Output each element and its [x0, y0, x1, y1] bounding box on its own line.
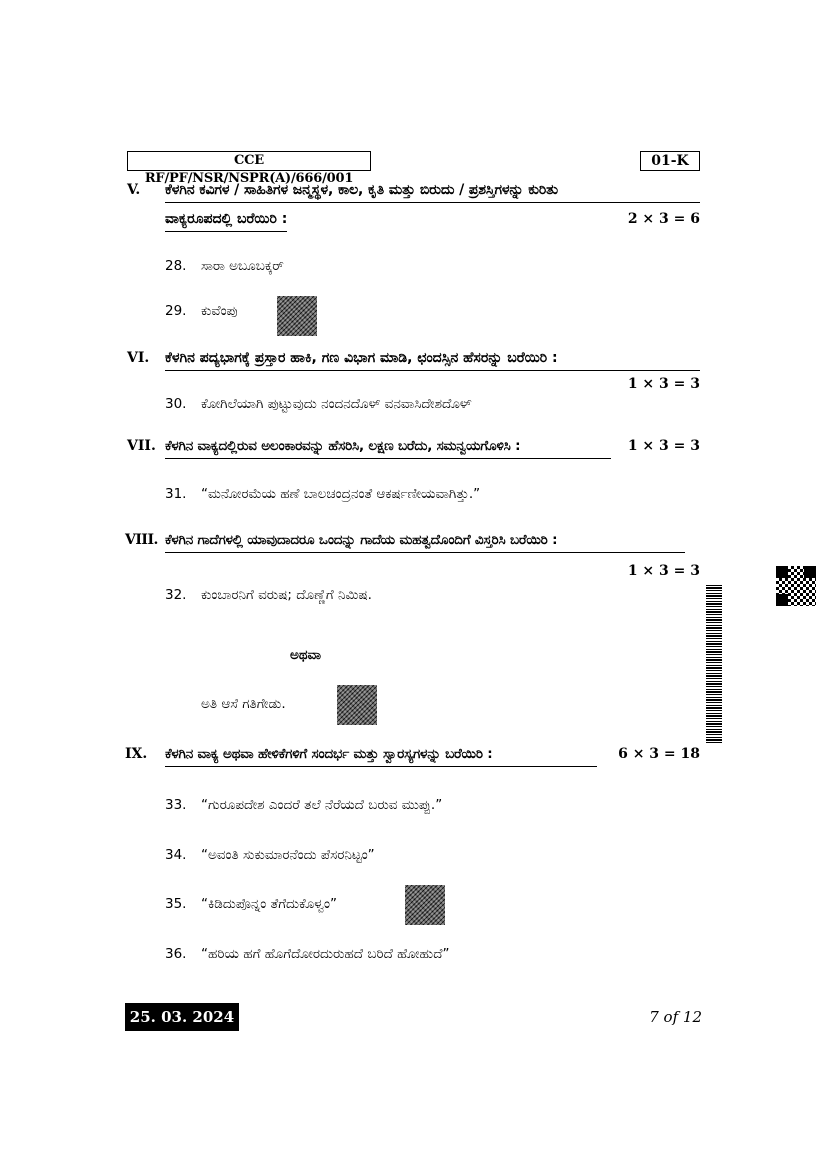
question-text: ಕೋಗಿಲೆಯಾಗಿ ಪುಟ್ಟುವುದು ನಂದನದೊಳ್ ವನವಾಸಿದೇಶದೊಳ್ — [201, 396, 472, 412]
section-number: VII. — [127, 438, 156, 454]
section-marks: 1 × 3 = 3 — [627, 376, 700, 392]
or-label: ಅಥವಾ — [290, 647, 322, 663]
section-instruction: ಕೆಳಗಿನ ವಾಕ್ಯದಲ್ಲಿರುವ ಅಲಂಕಾರವನ್ನು ಹೆಸರಿಸಿ, ಲಕ್ಷಣ ಬರೆದು, ಸಮನ್ವಯಗೊಳಿಸಿ : — [165, 436, 611, 459]
qr-code-icon — [776, 566, 816, 606]
question-text: “ಕಿಡಿದುಪೊನ್ನಂ ತೆಗೆದುಕೊಳ್ವಂ” — [201, 896, 338, 912]
section-instruction: ಕೆಳಗಿನ ಪದ್ಯಭಾಗಕ್ಕೆ ಪ್ರಸ್ತಾರ ಹಾಕಿ, ಗಣ ವಿಭಾಗ ಮಾಡಿ, ಛಂದಸ್ಸಿನ ಹೆಸರನ್ನು ಬರೆಯಿರಿ : — [165, 348, 700, 371]
question-number: 34. — [165, 847, 187, 863]
question-item — [165, 484, 480, 504]
question-text: “ಹರಿಯ ಹಗೆ ಹೊಗೆದೋರದುರುಹದೆ ಬರಿದೆ ಹೋಹುದೆ” — [201, 946, 450, 962]
question-number: 31. — [165, 486, 187, 502]
exam-date: 25. 03. 2024 — [125, 1003, 239, 1031]
page-number: 7 of 12 — [649, 1008, 702, 1026]
paper-code-badge: 01-K — [640, 151, 700, 171]
section-number: VIII. — [125, 532, 158, 548]
question-number: 32. — [165, 587, 187, 603]
question-item — [165, 256, 284, 276]
question-text: “ಮನೋರಮೆಯ ಹಣೆ ಬಾಲಚಂದ್ರನಂತೆ ಆಕರ್ಷಣೀಯವಾಗಿತ್ತು.” — [201, 486, 481, 502]
question-number: 33. — [165, 797, 187, 813]
question-number: 28. — [165, 258, 187, 274]
question-text: ಕುವೆಂಪು — [201, 303, 238, 319]
question-number: 30. — [165, 396, 187, 412]
section-instruction: ಕೆಳಗಿನ ಕವಿಗಳ / ಸಾಹಿತಿಗಳ ಜನ್ಮಸ್ಥಳ, ಕಾಲ, ಕೃತಿ ಮತ್ತು ಬಿರುದು / ಪ್ರಶಸ್ತಿಗಳನ್ನು ಕುರಿತು — [165, 180, 700, 203]
question-text: ಸಾರಾ ಅಬೂಬಕ್ಕರ್ — [201, 258, 284, 274]
question-text: “ಗುರೂಪದೇಶ ಎಂದರೆ ತಲೆ ನೆರೆಯದೆ ಬರುವ ಮುಪ್ಪು.” — [201, 797, 443, 813]
section-marks: 1 × 3 = 3 — [627, 438, 700, 454]
question-item — [165, 795, 442, 815]
question-number: 29. — [165, 303, 187, 319]
barcode-icon — [706, 585, 722, 743]
section-marks: 6 × 3 = 18 — [618, 746, 700, 762]
section-instruction-cont: ವಾಕ್ಯರೂಪದಲ್ಲಿ ಬರೆಯಿರಿ : — [165, 209, 287, 232]
question-item — [165, 394, 472, 414]
section-number: IX. — [125, 746, 148, 762]
qr-code-icon — [337, 685, 377, 725]
question-item — [165, 944, 449, 964]
question-item — [165, 585, 372, 605]
question-number: 36. — [165, 946, 187, 962]
section-marks: 1 × 3 = 3 — [627, 563, 700, 579]
question-item — [165, 894, 337, 914]
section-instruction: ಕೆಳಗಿನ ವಾಕ್ಯ ಅಥವಾ ಹೇಳಿಕೆಗಳಿಗೆ ಸಂದರ್ಭ ಮತ್ತು ಸ್ವಾರಸ್ಯಗಳನ್ನು ಬರೆಯಿರಿ : — [165, 744, 597, 767]
question-item — [165, 845, 375, 865]
question-number: 35. — [165, 896, 187, 912]
qr-code-icon — [405, 885, 445, 925]
section-instruction: ಕೆಳಗಿನ ಗಾದೆಗಳಲ್ಲಿ ಯಾವುದಾದರೂ ಒಂದನ್ನು ಗಾದೆಯ ಮಹತ್ವದೊಂದಿಗೆ ವಿಸ್ತರಿಸಿ ಬರೆಯಿರಿ : — [165, 530, 685, 553]
question-item — [165, 301, 238, 321]
qr-code-icon — [277, 296, 317, 336]
section-number: V. — [127, 182, 141, 198]
question-paper-code: CCE RF/PF/NSR/NSPR(A)/666/001 — [127, 151, 371, 171]
question-text: ಕುಂಬಾರನಿಗೆ ವರುಷ; ದೊಣ್ಣೆಗೆ ನಿಮಿಷ. — [201, 587, 372, 603]
section-marks: 2 × 3 = 6 — [627, 211, 700, 227]
section-number: VI. — [127, 350, 150, 366]
question-text: “ಅವಂತಿ ಸುಕುಮಾರನೆಂದು ಪೆಸರನಿಟ್ಟಂ” — [201, 847, 375, 863]
alternative-proverb: ಅತಿ ಆಸೆ ಗತಿಗೇಡು. — [201, 696, 286, 712]
